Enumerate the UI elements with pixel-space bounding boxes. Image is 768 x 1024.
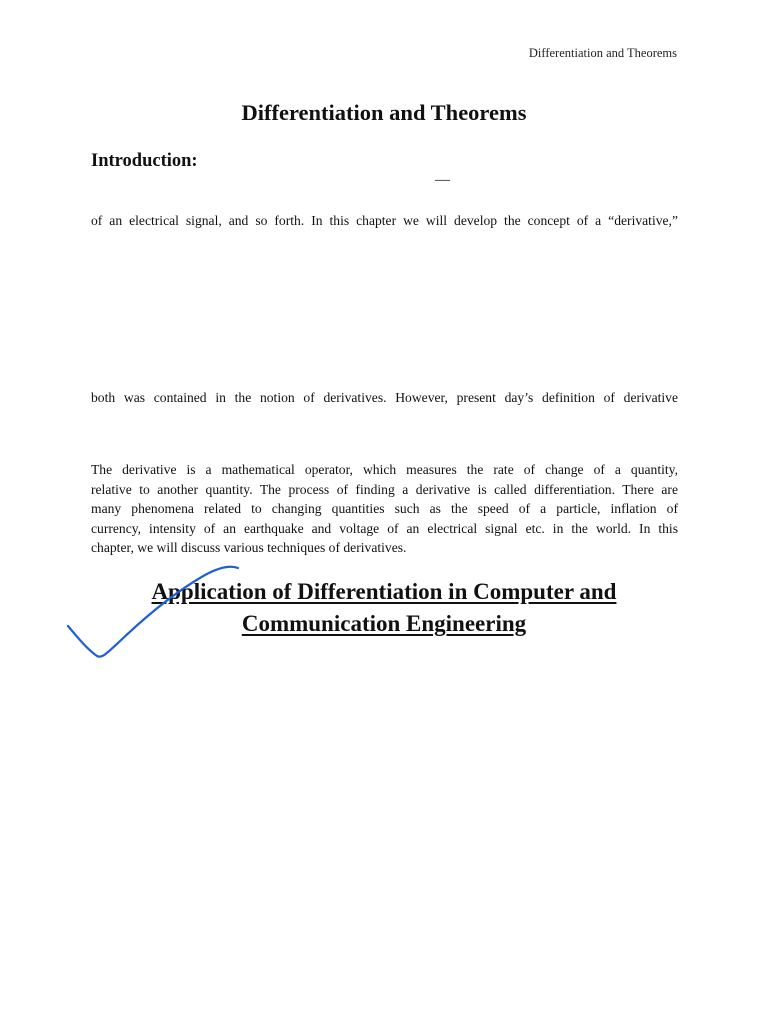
application-heading-line: Application of Differentiation in Computer and bbox=[151, 579, 617, 604]
application-heading bbox=[0, 576, 768, 640]
dash-mark: — bbox=[435, 172, 450, 188]
page-title: Differentiation and Theorems bbox=[241, 100, 527, 125]
paragraph-line: many phenomena related to changing quantities such as the speed of a particle, inflation of bbox=[91, 501, 678, 516]
paragraph-line: currency, intensity of an earthquake and voltage of an electrical signal etc. in the world. In this bbox=[91, 520, 678, 536]
introduction-heading: Introduction: bbox=[91, 151, 198, 171]
paragraph-line: chapter, we will discuss various techniques of derivatives. bbox=[91, 540, 407, 555]
intro-paragraph bbox=[91, 460, 678, 558]
intro-text-line: both was contained in the notion of derivatives. However, present day’s definition of derivative bbox=[91, 390, 678, 405]
application-heading-line: Communication Engineering bbox=[241, 611, 527, 636]
running-header: Differentiation and Theorems bbox=[528, 46, 677, 60]
paragraph-line: relative to another quantity. The process of finding a derivative is called differentiation. There are bbox=[91, 481, 678, 497]
intro-text-line: of an electrical signal, and so forth. In this chapter we will develop the concept of a “derivative,” bbox=[91, 213, 678, 228]
paragraph-line: The derivative is a mathematical operator, which measures the rate of change of a quantity, bbox=[91, 462, 678, 477]
